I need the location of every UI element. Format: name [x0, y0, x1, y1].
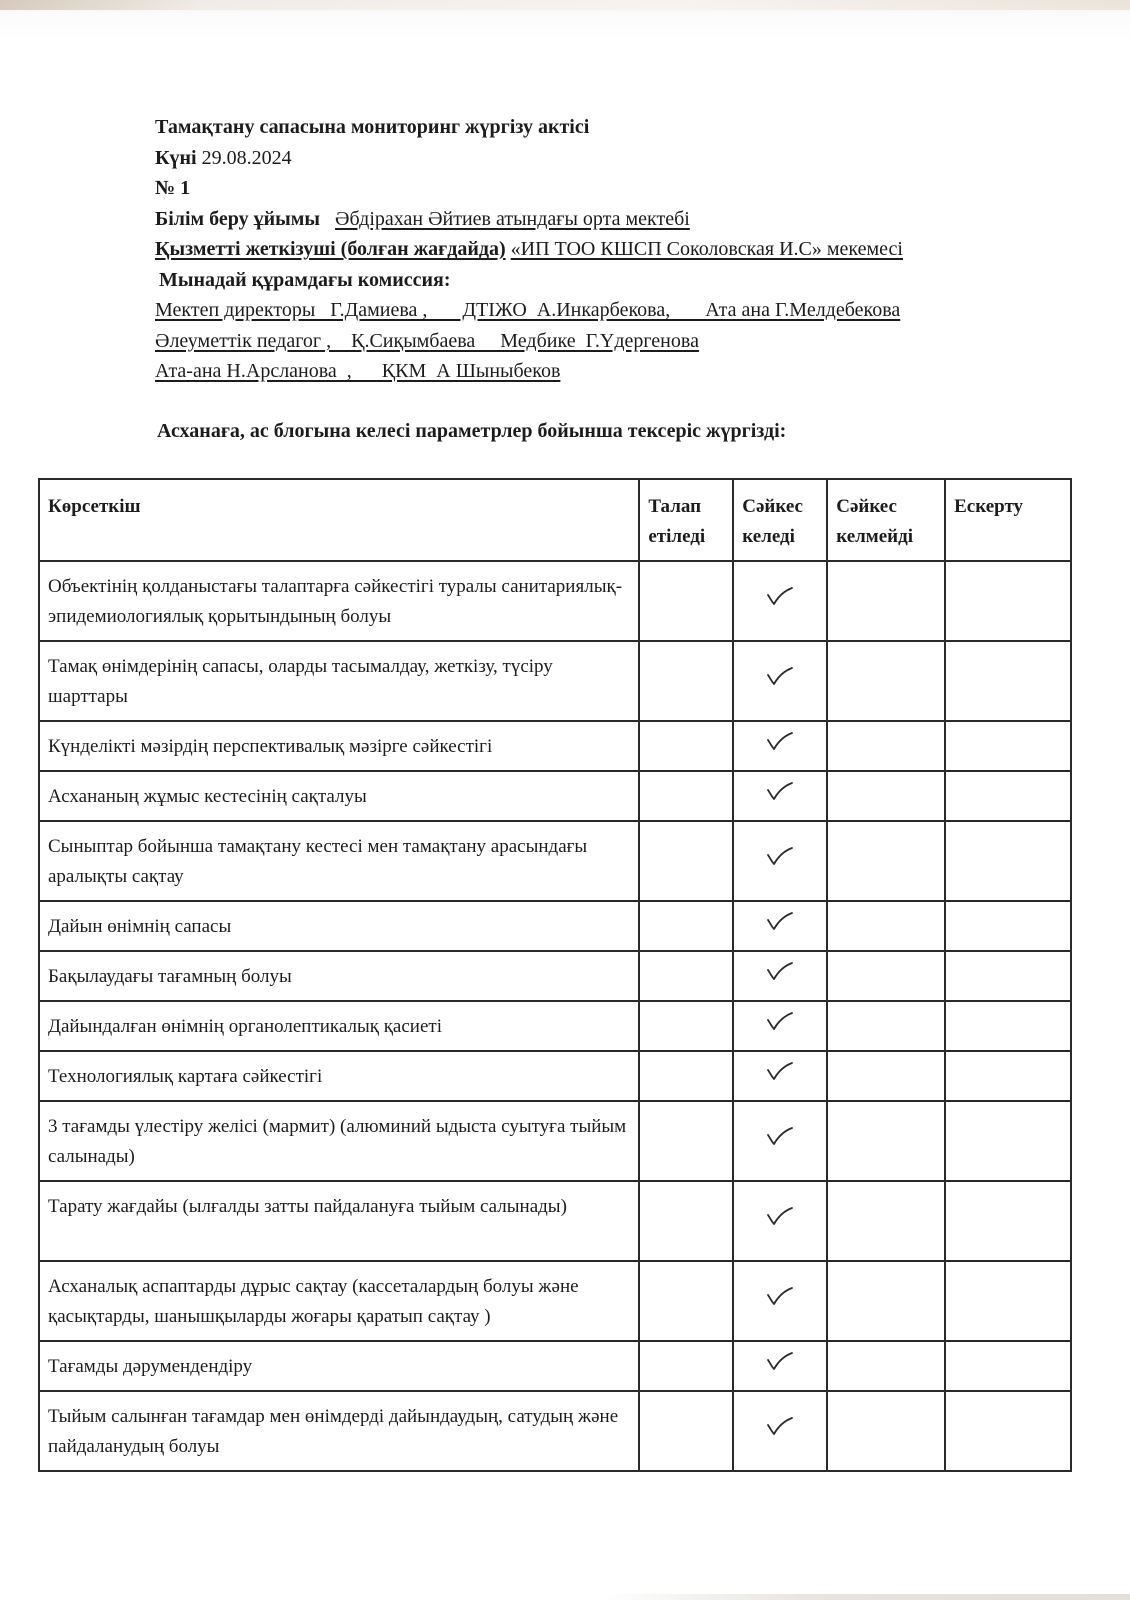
- checkmark-icon: [765, 1415, 795, 1437]
- date-value: 29.08.2024: [201, 146, 292, 169]
- required-cell: [639, 641, 733, 721]
- note-cell: [945, 641, 1071, 721]
- noncompliant-cell: [827, 561, 945, 641]
- header-indicator: Көрсеткіш: [39, 479, 639, 561]
- noncompliant-cell: [827, 901, 945, 951]
- compliant-cell: [733, 1051, 827, 1101]
- compliant-cell: [733, 1101, 827, 1181]
- table-header-row: [39, 479, 1071, 561]
- required-cell: [639, 1341, 733, 1391]
- indicator-cell: Асханалық аспаптарды дұрыс сақтау (кассеталардың болуы және қасықтарды, шанышқыларды жоғары қаратып сақтау ): [39, 1261, 639, 1341]
- note-cell: [945, 1181, 1071, 1261]
- table-row: [39, 1051, 1071, 1101]
- organization-value: Әбдірахан Әйтиев атындағы орта мектебі: [335, 207, 690, 230]
- indicator-cell: 3 тағамды үлестіру желісі (мармит) (алюминий ыдыста суытуға тыйым салынады): [39, 1101, 639, 1181]
- note-cell: [945, 1001, 1071, 1051]
- table-row: [39, 901, 1071, 951]
- indicator-cell: Дайындалған өнімнің органолептикалық қасиеті: [39, 1001, 639, 1051]
- indicator-cell: Сыныптар бойынша тамақтану кестесі мен тамақтану арасындағы аралықты сақтау: [39, 821, 639, 901]
- indicator-cell: Тағамды дәрумендендіру: [39, 1341, 639, 1391]
- indicator-cell: Объектінің қолданыстағы талаптарға сәйкестігі туралы санитариялық-эпидемиологиялық қорытындының болуы: [39, 561, 639, 641]
- table-row: [39, 951, 1071, 1001]
- checkmark-icon: [765, 1350, 795, 1372]
- checkmark-icon: [765, 845, 795, 867]
- note-cell: [945, 721, 1071, 771]
- noncompliant-cell: [827, 1051, 945, 1101]
- note-cell: [945, 1051, 1071, 1101]
- indicator-cell: Дайын өнімнің сапасы: [39, 901, 639, 951]
- noncompliant-cell: [827, 771, 945, 821]
- noncompliant-cell: [827, 721, 945, 771]
- note-cell: [945, 561, 1071, 641]
- compliant-cell: [733, 721, 827, 771]
- number-label: №: [155, 177, 176, 199]
- compliant-cell: [733, 1181, 827, 1261]
- table-row: [39, 1001, 1071, 1051]
- compliant-cell: [733, 951, 827, 1001]
- commission-line: Әлеуметтік педагог , Қ.Сиқымбаева Медбике Г.Үдергенова: [155, 329, 699, 352]
- organization-label: Білім беру ұйымы: [155, 207, 321, 230]
- note-cell: [945, 1101, 1071, 1181]
- required-cell: [639, 1001, 733, 1051]
- noncompliant-cell: [827, 951, 945, 1001]
- compliant-cell: [733, 1001, 827, 1051]
- checkmark-icon: [765, 585, 795, 607]
- indicator-cell: Бақылаудағы тағамның болуы: [39, 951, 639, 1001]
- document-title: Тамақтану сапасына мониторинг жүргізу актісі: [155, 116, 590, 138]
- table-row: [39, 1181, 1071, 1261]
- noncompliant-cell: [827, 1391, 945, 1471]
- date-line: [155, 143, 1055, 174]
- section-title: Асханаға, ас блогына келесі параметрлер бойынша тексеріс жүргізді:: [157, 420, 787, 442]
- noncompliant-cell: [827, 1261, 945, 1341]
- commission-label: Мынадай құрамдағы комиссия:: [159, 268, 451, 291]
- note-cell: [945, 771, 1071, 821]
- supplier-line: [155, 234, 1055, 265]
- indicator-cell: Технологиялық картаға сәйкестігі: [39, 1051, 639, 1101]
- table-row: [39, 821, 1071, 901]
- noncompliant-cell: [827, 821, 945, 901]
- supplier-label: Қызметті жеткізуші (болған жағдайда): [155, 238, 506, 260]
- required-cell: [639, 1101, 733, 1181]
- table-row: [39, 721, 1071, 771]
- compliant-cell: [733, 1341, 827, 1391]
- note-cell: [945, 1391, 1071, 1471]
- note-cell: [945, 951, 1071, 1001]
- table-body: [39, 561, 1071, 1471]
- required-cell: [639, 721, 733, 771]
- required-cell: [639, 901, 733, 951]
- header-compliant: Сәйкес келеді: [733, 479, 827, 561]
- checkmark-icon: [765, 1285, 795, 1307]
- noncompliant-cell: [827, 1341, 945, 1391]
- scan-edge-shadow-bottom: [600, 1594, 1130, 1600]
- checkmark-icon: [765, 1010, 795, 1032]
- checkmark-icon: [765, 730, 795, 752]
- checkmark-icon: [765, 1060, 795, 1082]
- commission-line: Мектеп директоры Г.Дамиева , ДТІЖО А.Инкарбекова, Ата ана Г.Мелдебекова: [155, 299, 901, 321]
- indicator-cell: Тыйым салынған тағамдар мен өнімдерді дайындаудың, сатудың және пайдаланудың болуы: [39, 1391, 639, 1471]
- table-row: [39, 1101, 1071, 1181]
- table-row: [39, 771, 1071, 821]
- compliant-cell: [733, 641, 827, 721]
- required-cell: [639, 561, 733, 641]
- indicator-cell: Күнделікті мәзірдің перспективалық мәзірге сәйкестігі: [39, 721, 639, 771]
- compliant-cell: [733, 821, 827, 901]
- required-cell: [639, 1391, 733, 1471]
- checkmark-icon: [765, 1205, 795, 1227]
- document-header: [155, 112, 1055, 387]
- required-cell: [639, 951, 733, 1001]
- note-cell: [945, 821, 1071, 901]
- indicator-cell: Тамақ өнімдерінің сапасы, оларды тасымалдау, жеткізу, түсіру шарттары: [39, 641, 639, 721]
- number-value: 1: [180, 177, 191, 199]
- compliant-cell: [733, 1391, 827, 1471]
- organization-line: [155, 204, 1055, 235]
- compliant-cell: [733, 561, 827, 641]
- table-row: [39, 1261, 1071, 1341]
- header-noncompliant: Сәйкес келмейді: [827, 479, 945, 561]
- noncompliant-cell: [827, 1101, 945, 1181]
- compliant-cell: [733, 901, 827, 951]
- checkmark-icon: [765, 665, 795, 687]
- required-cell: [639, 771, 733, 821]
- checkmark-icon: [765, 1125, 795, 1147]
- table-row: [39, 1341, 1071, 1391]
- commission-line: Ата-ана Н.Арсланова , ҚКМ А Шыныбеков: [155, 360, 561, 382]
- checkmark-icon: [765, 780, 795, 802]
- noncompliant-cell: [827, 641, 945, 721]
- table-row: [39, 561, 1071, 641]
- checkmark-icon: [765, 910, 795, 932]
- indicator-cell: Асхананың жұмыс кестесінің сақталуы: [39, 771, 639, 821]
- header-required: Талап етіледі: [639, 479, 733, 561]
- noncompliant-cell: [827, 1001, 945, 1051]
- number-line: [155, 173, 1055, 204]
- supplier-value: «ИП ТОО КШСП Соколовская И.С» мекемесі: [510, 238, 903, 260]
- noncompliant-cell: [827, 1181, 945, 1261]
- scan-edge-shadow: [0, 0, 1130, 10]
- inspection-table: [38, 478, 1072, 1472]
- header-note: Ескерту: [945, 479, 1071, 561]
- date-label: Күні: [155, 146, 197, 169]
- note-cell: [945, 1341, 1071, 1391]
- compliant-cell: [733, 1261, 827, 1341]
- required-cell: [639, 1051, 733, 1101]
- checkmark-icon: [765, 960, 795, 982]
- required-cell: [639, 1261, 733, 1341]
- note-cell: [945, 901, 1071, 951]
- required-cell: [639, 821, 733, 901]
- table-row: [39, 1391, 1071, 1471]
- indicator-cell: Тарату жағдайы (ылғалды затты пайдалануға тыйым салынады): [39, 1181, 639, 1261]
- required-cell: [639, 1181, 733, 1261]
- compliant-cell: [733, 771, 827, 821]
- note-cell: [945, 1261, 1071, 1341]
- table-row: [39, 641, 1071, 721]
